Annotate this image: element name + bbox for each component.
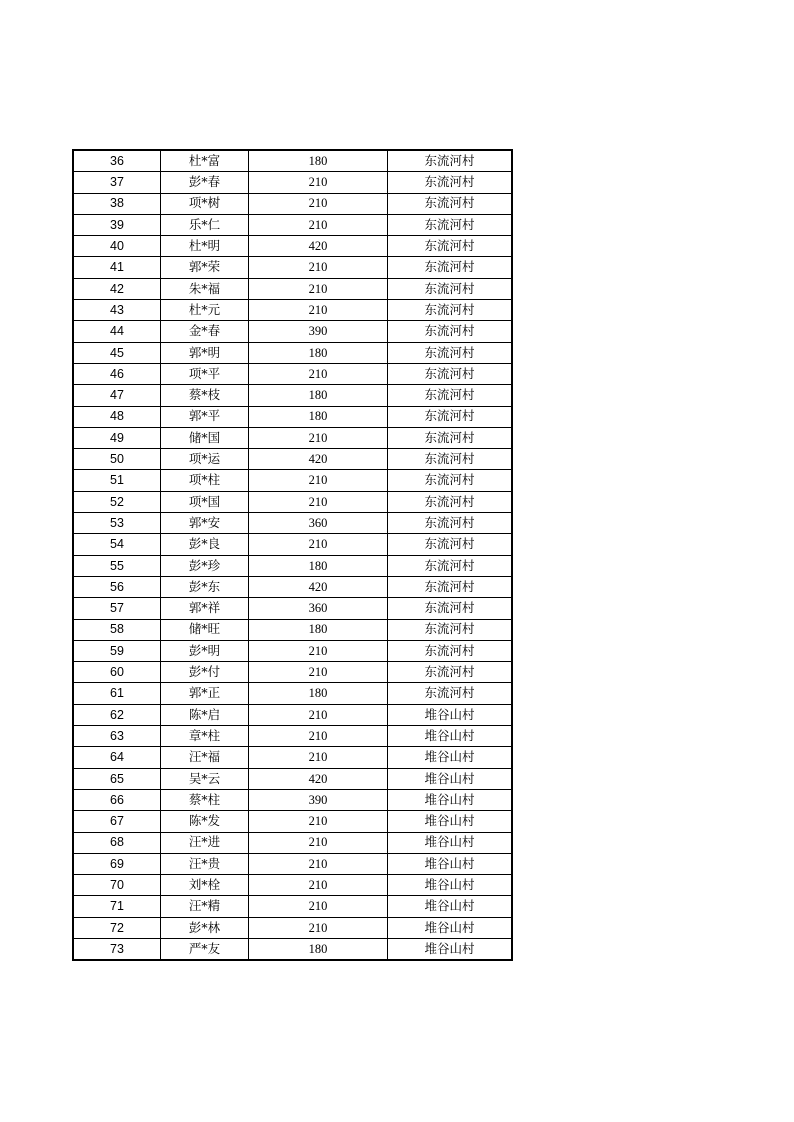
amount-cell: 210 <box>249 534 388 555</box>
name-cell: 项*柱 <box>161 470 249 491</box>
village-cell: 堆谷山村 <box>388 917 513 938</box>
table-row <box>73 811 512 832</box>
table-row <box>73 300 512 321</box>
table-row <box>73 896 512 917</box>
name-cell: 彭*东 <box>161 576 249 597</box>
amount-cell: 210 <box>249 193 388 214</box>
table-row <box>73 470 512 491</box>
amount-cell: 210 <box>249 853 388 874</box>
amount-cell: 390 <box>249 789 388 810</box>
table-row <box>73 321 512 342</box>
table-row <box>73 832 512 853</box>
village-cell: 东流河村 <box>388 257 513 278</box>
data-table <box>72 149 513 961</box>
village-cell: 堆谷山村 <box>388 768 513 789</box>
row-number-cell: 60 <box>73 662 161 683</box>
amount-cell: 210 <box>249 811 388 832</box>
name-cell: 金*春 <box>161 321 249 342</box>
name-cell: 杜*元 <box>161 300 249 321</box>
table-row <box>73 363 512 384</box>
table-row <box>73 853 512 874</box>
amount-cell: 180 <box>249 150 388 172</box>
amount-cell: 360 <box>249 513 388 534</box>
name-cell: 项*树 <box>161 193 249 214</box>
table-row <box>73 491 512 512</box>
row-number-cell: 55 <box>73 555 161 576</box>
row-number-cell: 63 <box>73 726 161 747</box>
name-cell: 汪*精 <box>161 896 249 917</box>
village-cell: 堆谷山村 <box>388 789 513 810</box>
row-number-cell: 51 <box>73 470 161 491</box>
name-cell: 陈*发 <box>161 811 249 832</box>
amount-cell: 210 <box>249 363 388 384</box>
village-cell: 东流河村 <box>388 598 513 619</box>
row-number-cell: 69 <box>73 853 161 874</box>
row-number-cell: 66 <box>73 789 161 810</box>
table-body <box>73 150 512 960</box>
village-cell: 东流河村 <box>388 662 513 683</box>
row-number-cell: 67 <box>73 811 161 832</box>
amount-cell: 180 <box>249 683 388 704</box>
name-cell: 蔡*枝 <box>161 385 249 406</box>
village-cell: 东流河村 <box>388 214 513 235</box>
amount-cell: 180 <box>249 555 388 576</box>
amount-cell: 210 <box>249 214 388 235</box>
name-cell: 章*柱 <box>161 726 249 747</box>
village-cell: 东流河村 <box>388 406 513 427</box>
row-number-cell: 46 <box>73 363 161 384</box>
village-cell: 堆谷山村 <box>388 747 513 768</box>
row-number-cell: 62 <box>73 704 161 725</box>
name-cell: 彭*春 <box>161 172 249 193</box>
village-cell: 东流河村 <box>388 470 513 491</box>
village-cell: 堆谷山村 <box>388 896 513 917</box>
amount-cell: 210 <box>249 726 388 747</box>
row-number-cell: 53 <box>73 513 161 534</box>
name-cell: 陈*启 <box>161 704 249 725</box>
village-cell: 东流河村 <box>388 576 513 597</box>
village-cell: 东流河村 <box>388 491 513 512</box>
row-number-cell: 56 <box>73 576 161 597</box>
row-number-cell: 39 <box>73 214 161 235</box>
name-cell: 汪*贵 <box>161 853 249 874</box>
table-row <box>73 938 512 960</box>
village-cell: 东流河村 <box>388 513 513 534</box>
village-cell: 东流河村 <box>388 640 513 661</box>
amount-cell: 390 <box>249 321 388 342</box>
village-cell: 东流河村 <box>388 534 513 555</box>
name-cell: 彭*明 <box>161 640 249 661</box>
table-row <box>73 662 512 683</box>
table-row <box>73 576 512 597</box>
table-row <box>73 257 512 278</box>
name-cell: 项*平 <box>161 363 249 384</box>
name-cell: 郭*祥 <box>161 598 249 619</box>
amount-cell: 210 <box>249 640 388 661</box>
amount-cell: 420 <box>249 768 388 789</box>
name-cell: 彭*珍 <box>161 555 249 576</box>
row-number-cell: 52 <box>73 491 161 512</box>
amount-cell: 180 <box>249 406 388 427</box>
name-cell: 郭*安 <box>161 513 249 534</box>
village-cell: 堆谷山村 <box>388 938 513 960</box>
village-cell: 东流河村 <box>388 449 513 470</box>
name-cell: 彭*付 <box>161 662 249 683</box>
table-row <box>73 875 512 896</box>
amount-cell: 360 <box>249 598 388 619</box>
row-number-cell: 59 <box>73 640 161 661</box>
row-number-cell: 43 <box>73 300 161 321</box>
amount-cell: 210 <box>249 278 388 299</box>
table-row <box>73 385 512 406</box>
row-number-cell: 50 <box>73 449 161 470</box>
name-cell: 储*旺 <box>161 619 249 640</box>
village-cell: 东流河村 <box>388 385 513 406</box>
village-cell: 东流河村 <box>388 683 513 704</box>
table-row <box>73 747 512 768</box>
name-cell: 蔡*柱 <box>161 789 249 810</box>
row-number-cell: 38 <box>73 193 161 214</box>
amount-cell: 210 <box>249 300 388 321</box>
name-cell: 彭*林 <box>161 917 249 938</box>
name-cell: 储*国 <box>161 427 249 448</box>
name-cell: 朱*福 <box>161 278 249 299</box>
row-number-cell: 48 <box>73 406 161 427</box>
name-cell: 郭*明 <box>161 342 249 363</box>
row-number-cell: 44 <box>73 321 161 342</box>
amount-cell: 210 <box>249 172 388 193</box>
name-cell: 郭*荣 <box>161 257 249 278</box>
name-cell: 乐*仁 <box>161 214 249 235</box>
amount-cell: 210 <box>249 470 388 491</box>
table-row <box>73 683 512 704</box>
table-row <box>73 172 512 193</box>
table-row <box>73 278 512 299</box>
name-cell: 汪*进 <box>161 832 249 853</box>
village-cell: 东流河村 <box>388 555 513 576</box>
village-cell: 东流河村 <box>388 427 513 448</box>
table-row <box>73 619 512 640</box>
amount-cell: 420 <box>249 236 388 257</box>
row-number-cell: 42 <box>73 278 161 299</box>
table-row <box>73 704 512 725</box>
amount-cell: 420 <box>249 576 388 597</box>
amount-cell: 210 <box>249 917 388 938</box>
table-row <box>73 236 512 257</box>
amount-cell: 210 <box>249 662 388 683</box>
table-row <box>73 917 512 938</box>
table-row <box>73 406 512 427</box>
table-row <box>73 768 512 789</box>
village-cell: 东流河村 <box>388 193 513 214</box>
village-cell: 堆谷山村 <box>388 704 513 725</box>
row-number-cell: 54 <box>73 534 161 555</box>
name-cell: 彭*良 <box>161 534 249 555</box>
name-cell: 项*国 <box>161 491 249 512</box>
amount-cell: 180 <box>249 342 388 363</box>
row-number-cell: 57 <box>73 598 161 619</box>
table-row <box>73 150 512 172</box>
table-row <box>73 193 512 214</box>
row-number-cell: 45 <box>73 342 161 363</box>
amount-cell: 210 <box>249 427 388 448</box>
amount-cell: 210 <box>249 875 388 896</box>
village-cell: 堆谷山村 <box>388 832 513 853</box>
village-cell: 东流河村 <box>388 172 513 193</box>
village-cell: 堆谷山村 <box>388 726 513 747</box>
village-cell: 东流河村 <box>388 236 513 257</box>
name-cell: 严*友 <box>161 938 249 960</box>
name-cell: 刘*栓 <box>161 875 249 896</box>
row-number-cell: 58 <box>73 619 161 640</box>
row-number-cell: 36 <box>73 150 161 172</box>
table-row <box>73 555 512 576</box>
name-cell: 项*运 <box>161 449 249 470</box>
table-row <box>73 513 512 534</box>
table-row <box>73 789 512 810</box>
village-cell: 东流河村 <box>388 278 513 299</box>
table-row <box>73 534 512 555</box>
table-row <box>73 726 512 747</box>
amount-cell: 210 <box>249 747 388 768</box>
row-number-cell: 41 <box>73 257 161 278</box>
amount-cell: 420 <box>249 449 388 470</box>
amount-cell: 180 <box>249 619 388 640</box>
amount-cell: 210 <box>249 491 388 512</box>
village-cell: 东流河村 <box>388 321 513 342</box>
row-number-cell: 70 <box>73 875 161 896</box>
row-number-cell: 47 <box>73 385 161 406</box>
table-row <box>73 427 512 448</box>
village-cell: 东流河村 <box>388 150 513 172</box>
row-number-cell: 49 <box>73 427 161 448</box>
name-cell: 杜*富 <box>161 150 249 172</box>
table-row <box>73 598 512 619</box>
row-number-cell: 73 <box>73 938 161 960</box>
row-number-cell: 40 <box>73 236 161 257</box>
name-cell: 郭*正 <box>161 683 249 704</box>
row-number-cell: 71 <box>73 896 161 917</box>
village-cell: 堆谷山村 <box>388 853 513 874</box>
name-cell: 郭*平 <box>161 406 249 427</box>
row-number-cell: 68 <box>73 832 161 853</box>
village-cell: 堆谷山村 <box>388 811 513 832</box>
village-cell: 东流河村 <box>388 363 513 384</box>
amount-cell: 210 <box>249 257 388 278</box>
name-cell: 杜*明 <box>161 236 249 257</box>
village-cell: 堆谷山村 <box>388 875 513 896</box>
amount-cell: 180 <box>249 385 388 406</box>
village-cell: 东流河村 <box>388 300 513 321</box>
table-row <box>73 342 512 363</box>
amount-cell: 210 <box>249 704 388 725</box>
table-row <box>73 449 512 470</box>
row-number-cell: 37 <box>73 172 161 193</box>
row-number-cell: 72 <box>73 917 161 938</box>
amount-cell: 180 <box>249 938 388 960</box>
village-cell: 东流河村 <box>388 619 513 640</box>
amount-cell: 210 <box>249 832 388 853</box>
table-row <box>73 214 512 235</box>
table-row <box>73 640 512 661</box>
name-cell: 汪*福 <box>161 747 249 768</box>
row-number-cell: 61 <box>73 683 161 704</box>
row-number-cell: 65 <box>73 768 161 789</box>
row-number-cell: 64 <box>73 747 161 768</box>
village-cell: 东流河村 <box>388 342 513 363</box>
name-cell: 吴*云 <box>161 768 249 789</box>
amount-cell: 210 <box>249 896 388 917</box>
